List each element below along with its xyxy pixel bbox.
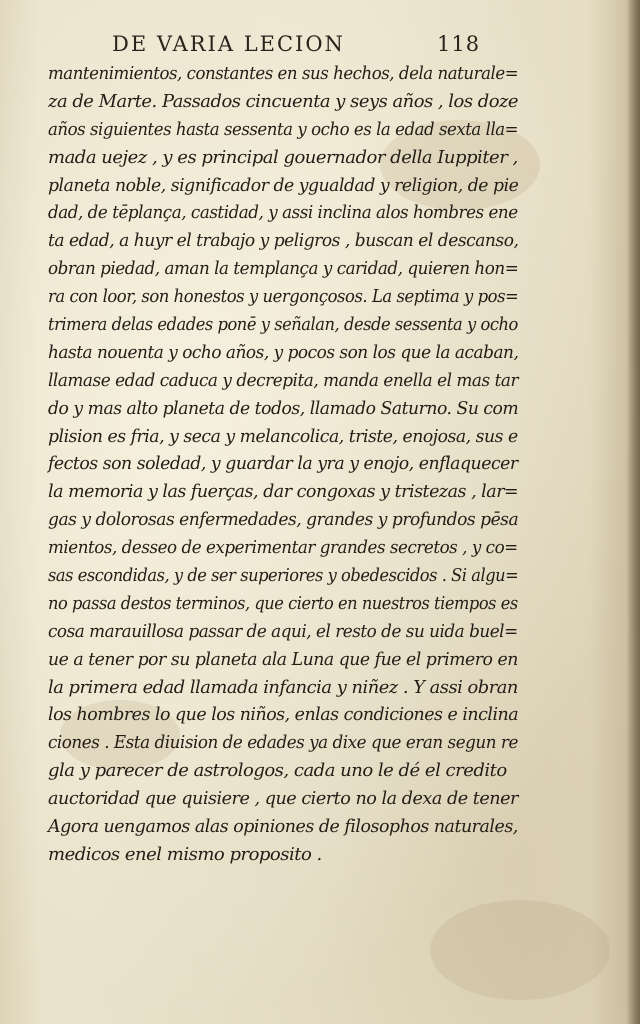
text-line: años siguientes hasta sessenta y ocho es la edad sexta lla= — [48, 118, 519, 140]
body-text — [48, 60, 518, 869]
text-line: los hombres lo que los niños, enlas condiciones e inclina — [48, 704, 519, 726]
text-line: medicos enel mismo proposito . — [48, 843, 322, 865]
text-line: plision es fria, y seca y melancolica, triste, enojosa, sus e — [48, 425, 518, 447]
text-line: obran piedad, aman la templança y caridad, quieren hon= — [48, 258, 519, 280]
text-line: sas escondidas, y de ser superiores y obedescidos . Si algu= — [48, 565, 519, 587]
text-line: ra con loor, son honestos y uergonçosos. La septima y pos= — [48, 286, 519, 308]
text-line: llamase edad caduca y decrepita, manda enella el mas tar — [48, 369, 519, 391]
text-line: la memoria y las fuerças, dar congoxas y tristezas , lar= — [48, 481, 519, 503]
text-line: dad, de tēplança, castidad, y assi inclina alos hombres ene — [48, 202, 518, 224]
text-line: fectos son soledad, y guardar la yra y enojo, enflaquecer — [48, 453, 518, 475]
text-line: za de Marte. Passados cincuenta y seys años , los doze — [48, 90, 519, 112]
text-line: auctoridad que quisiere , que cierto no la dexa de tener — [48, 788, 518, 810]
text-line: gas y dolorosas enfermedades, grandes y profundos pēsa — [48, 509, 519, 531]
text-line: planeta noble, significador de ygualdad y religion, de pie — [48, 174, 519, 196]
text-line: trimera delas edades ponē y señalan, desde sessenta y ocho — [48, 314, 518, 336]
text-line: la primera edad llamada infancia y niñez . Y assi obran — [48, 676, 518, 698]
text-line: mientos, desseo de experimentar grandes secretos , y co= — [48, 537, 518, 559]
text-line: cosa marauillosa passar de aqui, el resto de su uida buel= — [48, 620, 518, 642]
page-edge-shadow — [626, 0, 640, 1024]
paper-stain — [430, 900, 610, 1000]
text-line: mantenimientos, constantes en sus hechos, dela naturale= — [48, 63, 519, 84]
text-line: hasta nouenta y ocho años, y pocos son los que la acaban, — [48, 341, 519, 363]
text-line: ciones . Esta diuision de edades ya dixe que eran segun re — [48, 732, 518, 754]
text-line: ta edad, a huyr el trabajo y peligros , buscan el descanso, — [48, 230, 519, 252]
text-line: Agora uengamos alas opiniones de filosophos naturales, — [48, 816, 518, 838]
text-line: mada uejez , y es principal gouernador della Iuppiter , — [48, 146, 518, 168]
text-line: do y mas alto planeta de todos, llamado Saturno. Su com — [48, 397, 519, 419]
running-title: DE VARIA LECION — [112, 32, 345, 56]
text-line: ue a tener por su planeta ala Luna que fue el primero en — [48, 648, 518, 670]
text-line: gla y parecer de astrologos, cada uno le dé el credito — [48, 760, 507, 782]
text-line: no passa destos terminos, que cierto en nuestros tiempos es — [48, 592, 518, 614]
page-number: 118 — [437, 32, 481, 56]
